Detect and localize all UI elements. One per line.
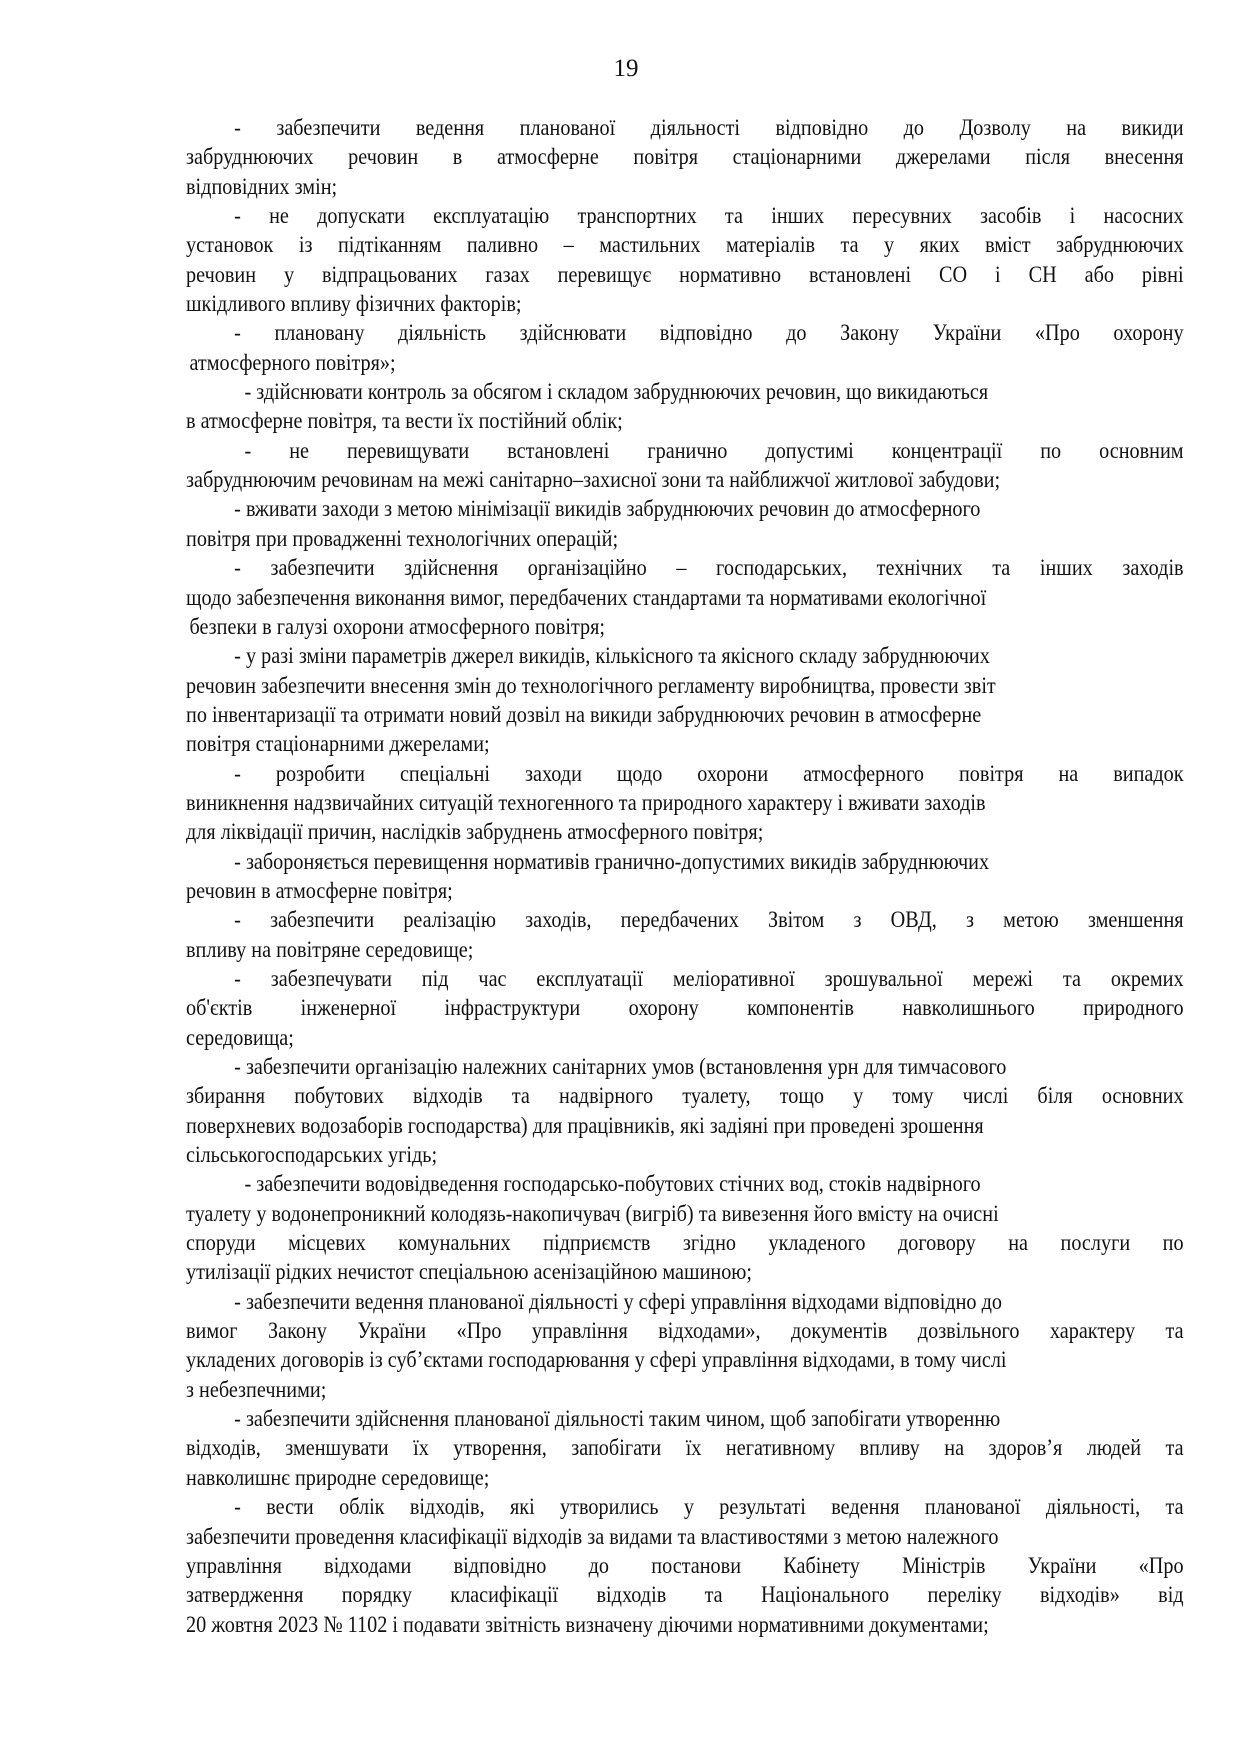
text-line: споруди місцевих комунальних підприємств згідно укладеного договору на послуги по <box>186 1230 1184 1257</box>
paragraph-16 <box>186 1405 1184 1493</box>
text-line: - забезпечити організацію належних санітарних умов (встановлення урн для тимчасового <box>234 1054 1007 1080</box>
text-line: - забезпечити водовідведення господарсько-побутових стічних вод, стоків надвірного <box>244 1171 981 1198</box>
text-line: вимог Закону України «Про управління відходами», документів дозвільного характеру та <box>186 1318 1184 1345</box>
text-line: туалету у водонепроникний колодязь-накопичувач (вигріб) та вивезення його вмісту на очисні <box>186 1200 999 1227</box>
text-line: забруднюючим речовинам на межі санітарно–захисної зони та найближчої житлової забудови; <box>186 467 1001 494</box>
text-line: - забезпечити ведення планованої діяльності у сфері управління відходами відповідно до <box>234 1288 1002 1315</box>
text-line: збирання побутових відходів та надвірного туалету, тощо у тому числі біля основних <box>186 1083 1184 1110</box>
text-line: - забороняється перевищення нормативів гранично-допустимих викидів забруднюючих <box>234 848 990 875</box>
text-line: атмосферного повітря»; <box>189 349 396 376</box>
text-line: виникнення надзвичайних ситуацій техногенного та природного характеру і вживати заходів <box>186 789 986 816</box>
paragraph-3 <box>186 319 1184 378</box>
text-line: управління відходами відповідно до постанови Кабінету Міністрів України «Про <box>186 1552 1184 1579</box>
paragraph-1 <box>186 114 1184 202</box>
text-line: - вести облік відходів, які утворились у результаті ведення планованої діяльності, та <box>234 1494 1184 1521</box>
page-number: 19 <box>613 55 639 82</box>
text-line: речовин забезпечити внесення змін до технологічного регламенту виробництва, провести звіт <box>186 672 996 699</box>
text-line: об'єктів інженерної інфраструктури охорону компонентів навколишнього природного <box>186 995 1184 1022</box>
text-line: з небезпечними; <box>186 1376 327 1403</box>
text-line: - забезпечити здійснення планованої діяльності таким чином, щоб запобігати утворенню <box>234 1406 1001 1433</box>
text-line: укладених договорів із суб’єктами господарювання у сфері управління відходами, в тому числі <box>186 1347 1007 1374</box>
paragraph-14 <box>186 1170 1184 1287</box>
text-line: - розробити спеціальні заходи щодо охорони атмосферного повітря на випадок <box>234 760 1184 787</box>
paragraph-9 <box>186 760 1184 848</box>
text-line: щодо забезпечення виконання вимог, передбачених стандартами та нормативами екологічної <box>186 584 987 611</box>
text-line: повітря при провадженні технологічних операцій; <box>186 525 619 552</box>
paragraph-10 <box>186 848 1184 907</box>
paragraph-11 <box>186 906 1184 965</box>
text-line: - вживати заходи з метою мінімізації викидів забруднюючих речовин до атмосферного <box>234 496 981 523</box>
text-line: речовин у відпрацьованих газах перевищує нормативно встановлені СО і СН або рівні <box>186 261 1184 288</box>
text-line: 20 жовтня 2023 № 1102 і подавати звітність визначену діючими нормативними документами; <box>186 1611 989 1638</box>
text-line: відходів, зменшувати їх утворення, запобігати їх негативному впливу на здоров’я людей та <box>186 1435 1184 1462</box>
text-line: установок із підтіканням паливно – мастильних матеріалів та у яких вміст забруднюючих <box>186 232 1184 259</box>
text-line: середовища; <box>186 1024 294 1051</box>
text-line: - забезпечити реалізацію заходів, передбачених Звітом з ОВД, з метою зменшення <box>234 907 1184 934</box>
text-line: для ліквідації причин, наслідків забруднень атмосферного повітря; <box>186 819 764 846</box>
paragraph-2 <box>186 202 1184 319</box>
text-line: в атмосферне повітря, та вести їх постійний облік; <box>186 408 623 435</box>
document-body <box>186 114 1184 1640</box>
text-line: сільськогосподарських угідь; <box>186 1142 438 1169</box>
text-line: навколишнє природне середовище; <box>186 1464 490 1491</box>
paragraph-4 <box>186 378 1184 437</box>
text-line: повітря стаціонарними джерелами; <box>186 731 490 758</box>
text-line: - здійснювати контроль за обсягом і складом забруднюючих речовин, що викидаються <box>244 379 989 406</box>
paragraph-6 <box>186 495 1184 554</box>
text-line: по інвентаризації та отримати новий дозвіл на викиди забруднюючих речовин в атмосферне <box>186 701 982 728</box>
text-line: - забезпечити здійснення організаційно – господарських, технічних та інших заходів <box>234 555 1184 582</box>
text-line: поверхневих водозаборів господарства) для працівників, які задіяні при проведені зрошення <box>186 1112 984 1139</box>
text-line: - у разі зміни параметрів джерел викидів, кількісного та якісного складу забруднюючих <box>234 643 990 670</box>
text-line: речовин в атмосферне повітря; <box>186 877 453 904</box>
text-line: - забезпечити ведення планованої діяльності відповідно до Дозволу на викиди <box>234 115 1184 141</box>
text-line: - плановану діяльність здійснювати відповідно до Закону України «Про охорону <box>234 320 1184 347</box>
text-line: затвердження порядку класифікації відходів та Національного переліку відходів» від <box>186 1582 1184 1609</box>
paragraph-15 <box>186 1288 1184 1405</box>
text-line: - не допускати експлуатацію транспортних та інших пересувних засобів і насосних <box>234 203 1184 230</box>
text-line: - забезпечувати під час експлуатації меліоративної зрошувальної мережі та окремих <box>234 965 1184 992</box>
paragraph-13 <box>186 1053 1184 1170</box>
text-line: утилізації рідких нечистот спеціальною асенізаційною машиною; <box>186 1259 753 1286</box>
text-line: впливу на повітряне середовище; <box>186 936 474 963</box>
text-line: забруднюючих речовин в атмосферне повітря стаціонарними джерелами після внесення <box>186 144 1184 171</box>
text-line: відповідних змін; <box>186 173 338 200</box>
paragraph-8 <box>186 642 1184 759</box>
text-line: - не перевищувати встановлені гранично допустимі концентрації по основним <box>244 437 1184 464</box>
paragraph-12 <box>186 965 1184 1053</box>
paragraph-5 <box>186 437 1184 496</box>
text-line: безпеки в галузі охорони атмосферного повітря; <box>189 613 606 640</box>
text-line: шкідливого впливу фізичних факторів; <box>186 291 522 318</box>
text-line: забезпечити проведення класифікації відходів за видами та властивостями з метою належного <box>186 1523 999 1550</box>
paragraph-17 <box>186 1493 1184 1640</box>
paragraph-7 <box>186 554 1184 642</box>
